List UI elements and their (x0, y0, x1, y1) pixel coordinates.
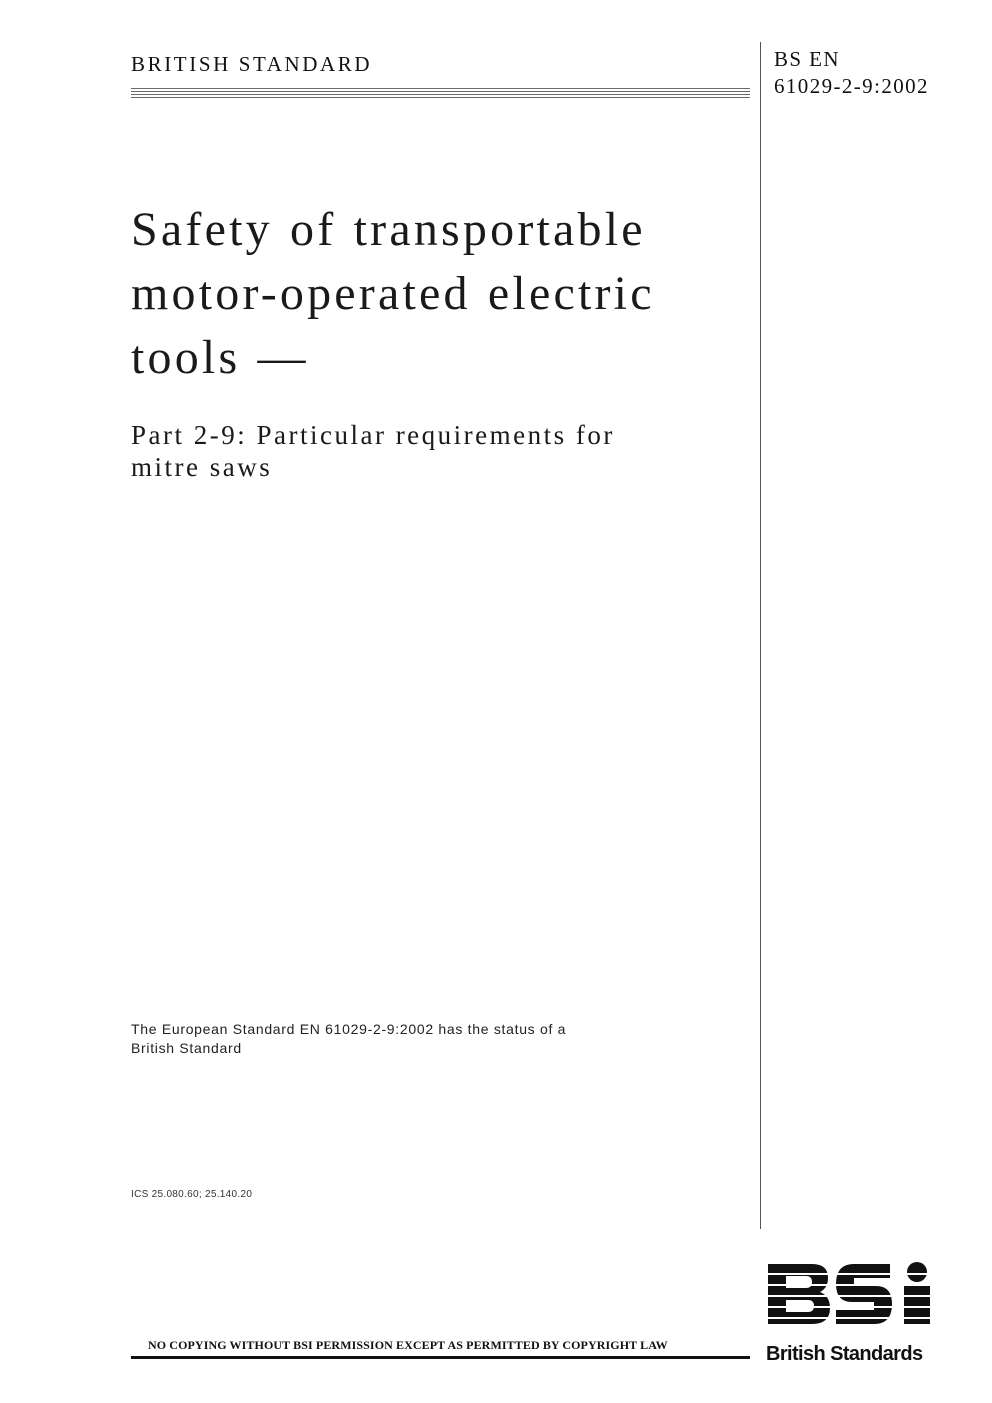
title-line: tools — (131, 331, 309, 384)
status-line: The European Standard EN 61029-2-9:2002 has the status of a (131, 1021, 567, 1037)
vertical-divider (760, 42, 761, 1229)
bsi-logo-caption: British Standards (766, 1343, 923, 1365)
status-statement (131, 1020, 651, 1058)
title-line: motor-operated electric (131, 267, 655, 320)
standard-number-prefix: BS EN (774, 47, 840, 71)
header-rule (131, 88, 750, 100)
status-line: British Standard (131, 1040, 242, 1056)
document-type-label: BRITISH STANDARD (131, 52, 373, 76)
subtitle-line: mitre saws (131, 452, 273, 482)
subtitle-line: Part 2-9: Particular requirements for (131, 420, 615, 450)
document-title (131, 198, 756, 390)
document-subtitle (131, 419, 751, 483)
ics-code: ICS 25.080.60; 25.140.20 (131, 1189, 253, 1200)
bsi-logo (766, 1260, 946, 1328)
standard-number: 61029-2-9:2002 (774, 74, 929, 98)
copyright-notice: NO COPYING WITHOUT BSI PERMISSION EXCEPT AS PERMITTED BY COPYRIGHT LAW (148, 1338, 668, 1352)
footer-rule (131, 1356, 750, 1359)
title-line: Safety of transportable (131, 203, 646, 256)
